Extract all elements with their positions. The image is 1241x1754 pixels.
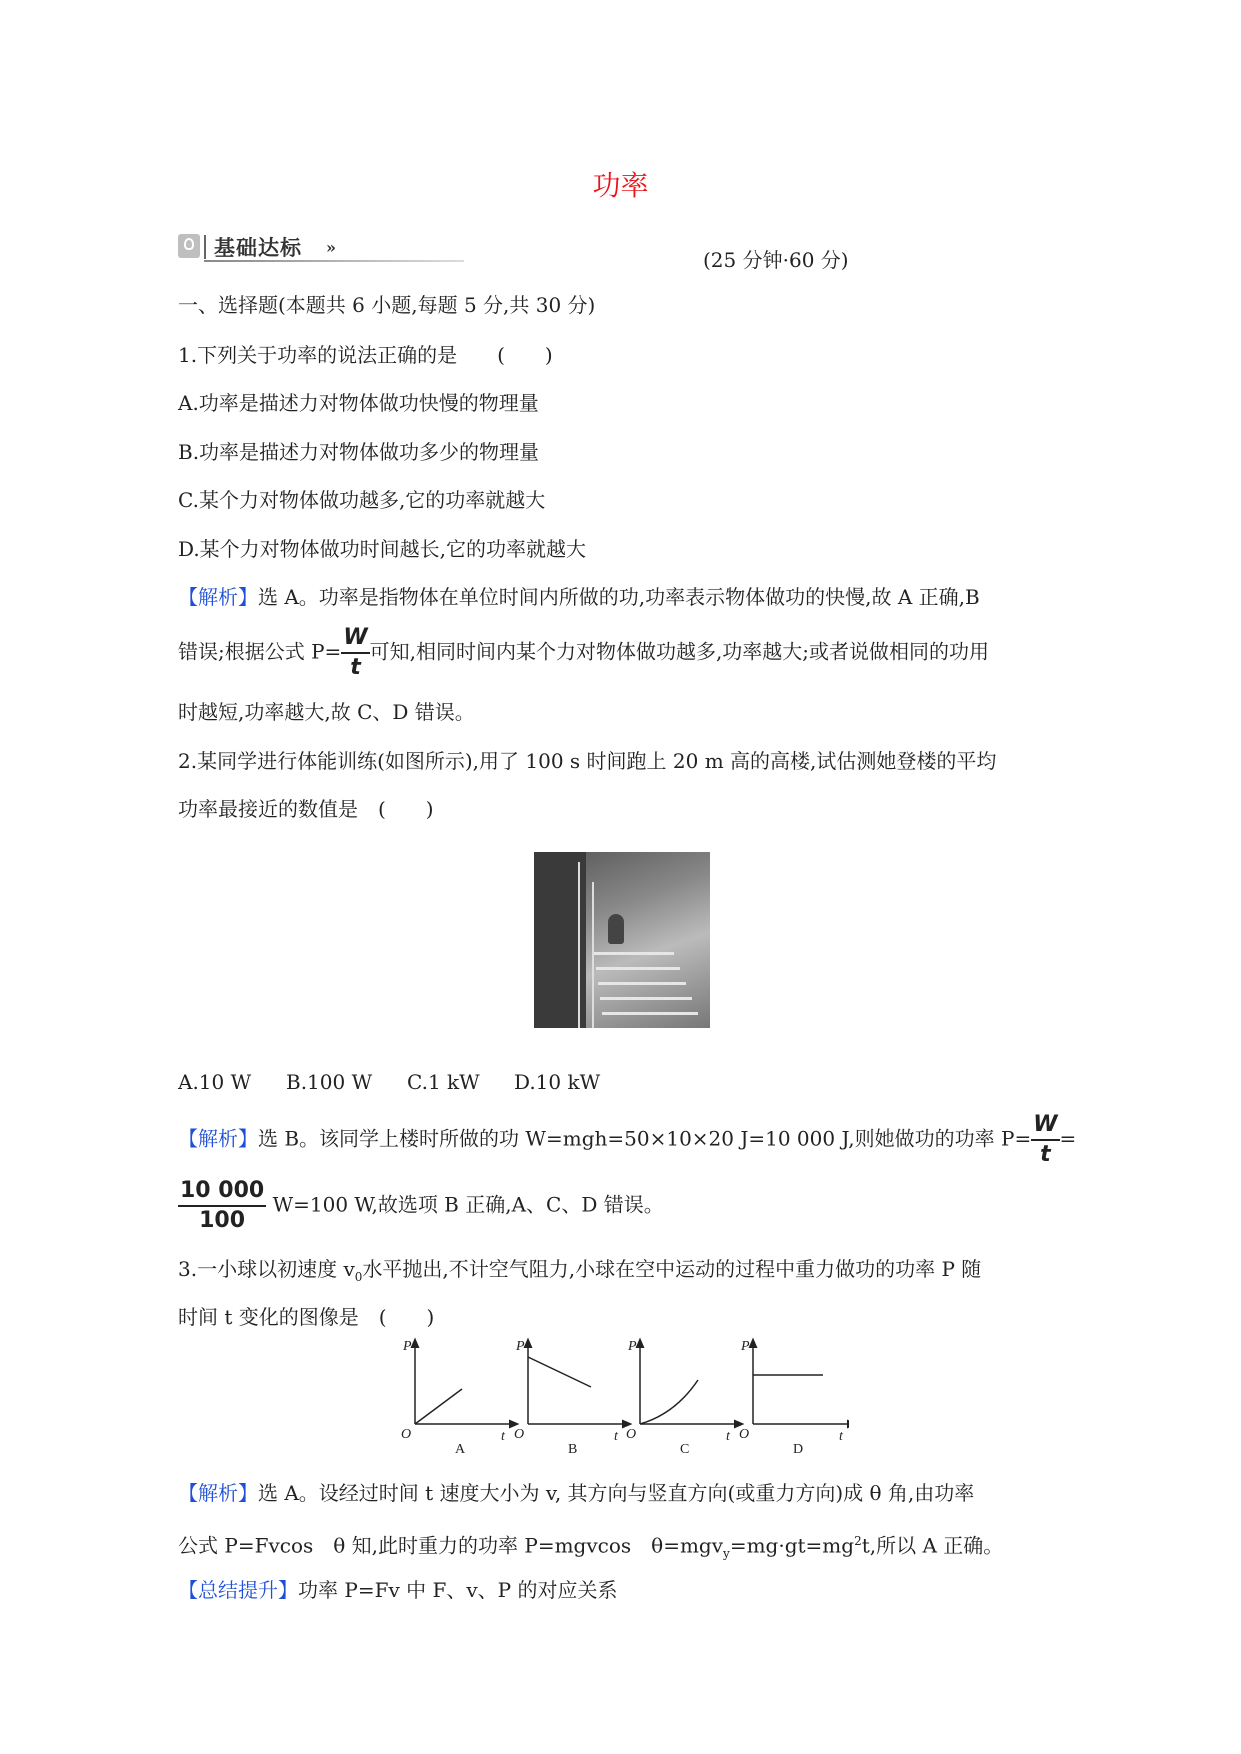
origin-label: O	[626, 1427, 637, 1442]
formula-fraction: $\frac{10 000}{100}$	[180, 1178, 265, 1233]
axis-label-t: t	[614, 1429, 618, 1444]
q1-option-c: C.某个力对物体做功越多,它的功率就越大	[178, 488, 546, 512]
analysis-tag: 【解析】	[178, 1126, 258, 1151]
axis-label-p: P	[741, 1339, 750, 1354]
chevron-icon: »	[326, 238, 336, 257]
formula-fraction: $\frac{W}{t}$	[343, 625, 368, 680]
graph-b	[514, 1339, 628, 1456]
divider	[204, 235, 206, 259]
q2-option-c: C.1 kW	[407, 1070, 480, 1094]
q3-stem-line1: 3.一小球以初速度 $v_0$水平抛出,不计空气阻力,小球在空中运动的过程中重力做功的功率 P 随	[178, 1257, 982, 1284]
q1-analysis-line3: 时越短,功率越大,故 C、D 错误。	[178, 700, 475, 724]
curve	[640, 1380, 698, 1424]
origin-label: O	[514, 1427, 525, 1442]
graph-label: D	[793, 1442, 804, 1456]
section-banner	[178, 232, 464, 262]
q2-option-a: A.10 W	[178, 1070, 252, 1094]
part-heading: 一、选择题(本题共 6 小题,每题 5 分,共 30 分)	[178, 293, 596, 317]
q1-option-b: B.功率是描述力对物体做功多少的物理量	[178, 440, 540, 464]
q2-stem-line1: 2.某同学进行体能训练(如图所示),用了 100 s 时间跑上 20 m 高的高楼,试估测她登楼的平均	[178, 749, 997, 773]
axis-label-t: t	[501, 1429, 505, 1444]
graph-label: C	[680, 1442, 690, 1456]
origin-label: O	[401, 1427, 412, 1442]
q2-analysis-line1: 【解析】选 B。该同学上楼时所做的功 W=mgh=50×10×20 J=10 000 J,则她做功的功率 P= $\frac{W}{t}$ =	[178, 1112, 1077, 1167]
axis-label-p: P	[403, 1339, 412, 1354]
q3-stem-line2: 时间 t 变化的图像是 ( )	[178, 1305, 435, 1329]
q3-analysis-line2: 公式 P=Fvcos θ 知,此时重力的功率 P=mgvcos $\theta=mgv_y=mg\cdot gt=mg^2t$,所以 A 正确。	[178, 1533, 1004, 1561]
curve	[415, 1389, 462, 1424]
page-title: 功率	[592, 169, 649, 202]
section-label: 基础达标	[214, 236, 302, 260]
axis-label-t: t	[726, 1429, 730, 1444]
axis-label-p: P	[628, 1339, 637, 1354]
summary-tag: 【总结提升】	[178, 1578, 298, 1602]
graph-label: B	[568, 1442, 578, 1456]
q1-analysis-line2: 错误;根据公式 P= $\frac{W}{t}$ 可知,相同时间内某个力对物体做功越多,功率越大;或者说做相同的功用	[178, 625, 990, 680]
q1-analysis-line1: 【解析】选 A。功率是指物体在单位时间内所做的功,功率表示物体做功的快慢,故 A 正确,B	[178, 585, 980, 609]
option-graphs	[395, 1336, 849, 1456]
graph-a	[401, 1339, 515, 1456]
graph-d	[739, 1339, 849, 1456]
axis-label-t: t	[839, 1429, 843, 1444]
analysis-tag: 【解析】	[178, 585, 258, 609]
summary-line: 【总结提升】功率 P=Fv 中 F、v、P 的对应关系	[178, 1578, 618, 1602]
q1-option-d: D.某个力对物体做功时间越长,它的功率就越大	[178, 537, 587, 561]
q2-option-b: B.100 W	[286, 1070, 373, 1094]
curve	[528, 1357, 591, 1387]
q2-option-d: D.10 kW	[514, 1070, 601, 1094]
graph-label: A	[455, 1442, 466, 1456]
origin-label: O	[739, 1427, 750, 1442]
time-score: (25 分钟·60 分)	[703, 248, 849, 272]
graph-c	[626, 1339, 740, 1456]
q1-option-a: A.功率是描述力对物体做功快慢的物理量	[178, 391, 539, 415]
lightbulb-icon	[178, 234, 200, 258]
axis-label-p: P	[516, 1339, 525, 1354]
banner-underline	[204, 260, 464, 262]
q2-analysis-line2: $\frac{10 000}{100}$ W=100 W,故选项 B 正确,A、C、D 错误。	[180, 1178, 664, 1233]
q1-stem: 1.下列关于功率的说法正确的是 ( )	[178, 343, 553, 367]
analysis-tag: 【解析】	[178, 1481, 258, 1505]
q2-stem-line2: 功率最接近的数值是 ( )	[178, 797, 434, 821]
q3-analysis-line1: 【解析】选 A。设经过时间 t 速度大小为 v, 其方向与竖直方向(或重力方向)成 θ 角,由功率	[178, 1481, 975, 1505]
formula-fraction: $\frac{W}{t}$	[1033, 1112, 1058, 1167]
stairwell-photo	[534, 852, 710, 1028]
